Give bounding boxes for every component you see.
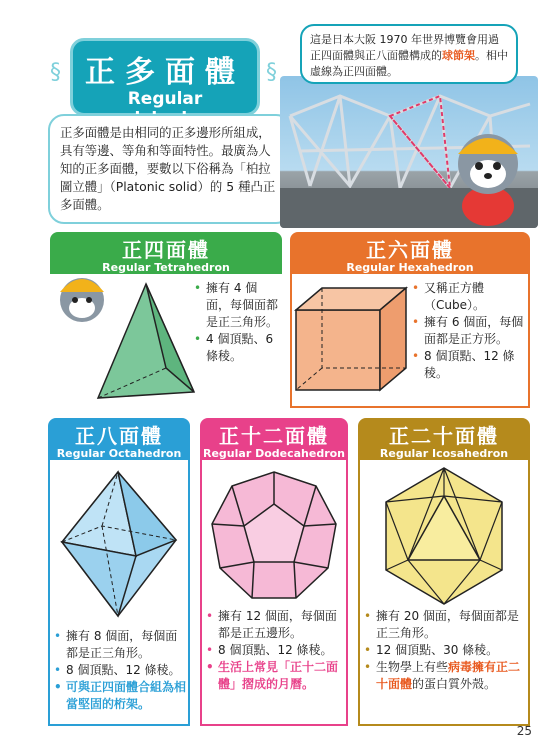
list-item: • 可與正四面體合組為相當堅固的桁架。 <box>54 680 187 711</box>
bubble-text-end: 。相中虛線為正四面體。 <box>310 49 508 78</box>
icosahedron-bullets <box>364 608 526 693</box>
list-item: • 擁有 4 個面，每個面都是正三角形。 <box>194 281 279 329</box>
page-number: 25 <box>516 724 532 738</box>
dodecahedron-title: 正十二面體 <box>219 424 329 448</box>
bubble-highlight: 球節架 <box>442 49 475 62</box>
octahedron-header <box>48 418 190 460</box>
intro-text: 正多面體是由相同的正多邊形所組成，具有等邊、等角和等面特性。最廣為人知的正多面體，要數以下俗稱為「柏拉圖立體」（Platonic solid）的 5 種凸正多面體。 <box>48 114 292 224</box>
hexahedron-title: 正六面體 <box>366 238 454 262</box>
list-item: • 8 個頂點、12 條稜。 <box>412 349 515 380</box>
bubble-text: 這是日本大阪 1970 年世界博覽會用過正四面體與正八面體構成的 <box>310 33 499 62</box>
octahedron-title: 正八面體 <box>75 424 163 448</box>
list-item: • 12 個頂點、30 條稜。 <box>364 643 499 657</box>
list-item: • 擁有 6 個面，每個面都是正方形。 <box>412 315 524 346</box>
icosahedron-header <box>358 418 530 460</box>
list-item: • 8 個頂點、12 條稜。 <box>206 643 333 657</box>
title-badge <box>70 38 260 116</box>
virus-highlight: 病毒擁有正二十面體 <box>376 660 521 691</box>
list-item: • 又稱正方體（Cube）。 <box>412 281 485 312</box>
list-item: • 生活上常見「正十二面體」摺成的月曆。 <box>206 660 339 691</box>
list-item: • 生物學上有些病毒擁有正二十面體的蛋白質外殼。 <box>364 660 521 691</box>
hexahedron-header <box>290 232 530 274</box>
list-item: • 4 個頂點、6 條稜。 <box>194 332 274 363</box>
tetrahedron-subtitle: Regular Tetrahedron <box>102 261 230 274</box>
octahedron-subtitle: Regular Octahedron <box>56 447 182 460</box>
list-item: • 擁有 20 個面，每個面都是正三角形。 <box>364 609 519 640</box>
list-item: • 8 個頂點、12 條稜。 <box>54 663 181 677</box>
tetrahedron-figure <box>96 280 196 400</box>
page-subtitle: Regular <box>127 89 203 109</box>
dodecahedron-header <box>200 418 348 460</box>
tetrahedron-bullets <box>194 280 280 365</box>
list-item: • 擁有 12 個面，每個面都是正五邊形。 <box>206 609 337 640</box>
dodecahedron-subtitle: Regular Dodecahedron <box>202 447 346 460</box>
icosahedron-subtitle: Regular Icosahedron <box>379 447 509 460</box>
right-curl-ornament: § <box>266 60 277 85</box>
tetrahedron-title: 正四面體 <box>122 238 210 262</box>
mascot-top <box>448 116 528 228</box>
icosahedron-figure <box>372 466 516 606</box>
dodecahedron-figure <box>208 470 340 604</box>
hexahedron-bullets <box>412 280 524 382</box>
octahedron-figure <box>58 470 180 618</box>
list-item: • 擁有 8 個面，每個面都是正三角形。 <box>54 629 178 660</box>
hexahedron-subtitle: Regular Hexahedron <box>346 261 474 274</box>
icosahedron-title: 正二十面體 <box>389 424 499 448</box>
photo-caption-bubble <box>300 24 518 84</box>
hexahedron-figure <box>290 282 410 396</box>
left-curl-ornament: § <box>50 60 61 85</box>
octahedron-bullets <box>54 628 188 713</box>
dodecahedron-bullets <box>206 608 344 693</box>
page-title: 正多面體 <box>85 55 245 90</box>
